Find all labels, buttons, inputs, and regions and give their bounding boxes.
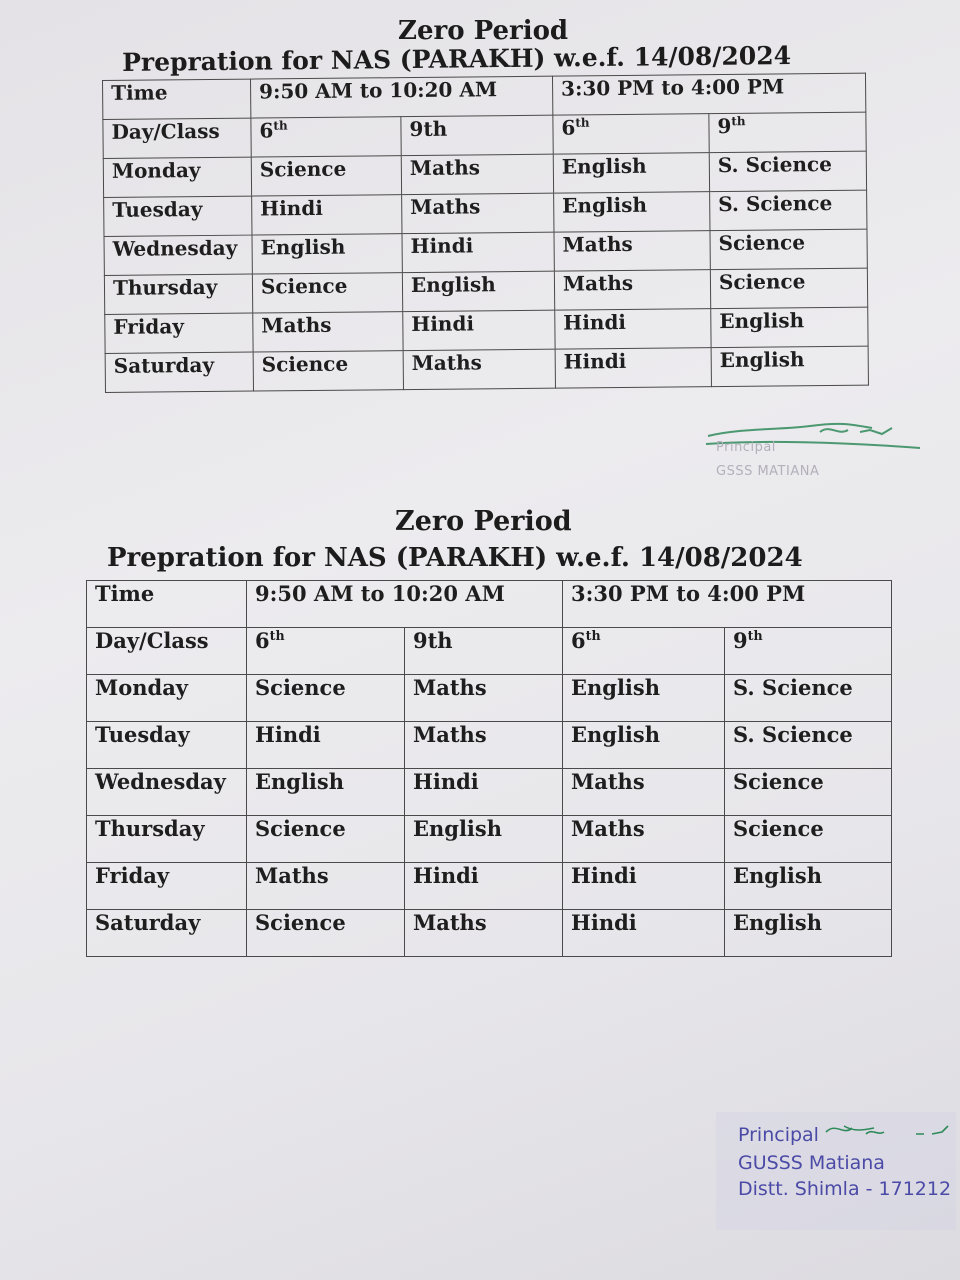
- subject-cell: English: [553, 153, 709, 193]
- subject-cell: Hindi: [405, 863, 563, 910]
- timetable: [102, 73, 869, 393]
- subject-cell: Science: [247, 910, 405, 957]
- subject-cell: English: [725, 863, 892, 910]
- principal-signature-faded: Principal GSSS MATIANA: [700, 410, 930, 490]
- slot-evening: 3:30 PM to 4:00 PM: [552, 73, 865, 115]
- subject-cell: Maths: [405, 675, 563, 722]
- subject-cell: English: [554, 192, 710, 232]
- subject-cell: Hindi: [563, 910, 725, 957]
- class-header: 6th: [251, 117, 401, 157]
- day-cell: Wednesday: [104, 235, 252, 275]
- subject-cell: Maths: [253, 312, 403, 352]
- table-row: [87, 769, 892, 816]
- subject-cell: Science: [252, 273, 402, 313]
- day-cell: Saturday: [105, 352, 253, 392]
- table-row: [87, 722, 892, 769]
- subject-cell: S. Science: [725, 675, 892, 722]
- subject-cell: Maths: [247, 863, 405, 910]
- dayclass-label: Day/Class: [103, 118, 251, 158]
- subject-cell: English: [725, 910, 892, 957]
- stamp-line-school: GUSSS Matiana: [738, 1152, 885, 1174]
- day-cell: Friday: [105, 313, 253, 353]
- subject-cell: S. Science: [710, 190, 867, 231]
- page-title: Zero Period: [398, 16, 569, 46]
- slot-evening: 3:30 PM to 4:00 PM: [563, 581, 892, 628]
- class-header: 6th: [553, 114, 709, 154]
- subject-cell: Hindi: [403, 310, 555, 350]
- subject-cell: Maths: [405, 910, 563, 957]
- time-label: Time: [103, 79, 251, 119]
- subject-cell: English: [247, 769, 405, 816]
- subject-cell: Science: [253, 351, 403, 391]
- table-row-classes: [87, 628, 892, 675]
- subject-cell: English: [563, 675, 725, 722]
- subject-cell: Maths: [563, 769, 725, 816]
- subject-cell: Maths: [405, 722, 563, 769]
- day-cell: Friday: [87, 863, 247, 910]
- subject-cell: English: [405, 816, 563, 863]
- subject-cell: Hindi: [555, 309, 711, 349]
- class-header: 9th: [709, 112, 866, 153]
- subject-cell: English: [563, 722, 725, 769]
- stamp-line-district: Distt. Shimla - 171212: [738, 1178, 952, 1200]
- class-header: 9th: [725, 628, 892, 675]
- subject-cell: Science: [710, 268, 867, 309]
- class-header: 6th: [247, 628, 405, 675]
- subject-cell: Maths: [563, 816, 725, 863]
- subject-cell: English: [711, 307, 868, 348]
- day-cell: Wednesday: [87, 769, 247, 816]
- time-label: Time: [87, 581, 247, 628]
- subject-cell: Maths: [554, 231, 710, 271]
- table-row-time: [87, 581, 892, 628]
- day-cell: Monday: [103, 157, 251, 197]
- subject-cell: Science: [247, 816, 405, 863]
- subject-cell: Maths: [402, 193, 554, 233]
- page-subtitle: Prepration for NAS (PARAKH) w.e.f. 14/08/2024: [107, 543, 803, 573]
- subject-cell: Hindi: [563, 863, 725, 910]
- subject-cell: Hindi: [405, 769, 563, 816]
- subject-cell: Hindi: [247, 722, 405, 769]
- dayclass-label: Day/Class: [87, 628, 247, 675]
- subject-cell: Science: [725, 769, 892, 816]
- table-row: [87, 816, 892, 863]
- principal-stamp: [716, 1112, 956, 1230]
- timetable: [86, 580, 892, 957]
- subject-cell: English: [402, 271, 554, 311]
- subject-cell: Maths: [554, 270, 710, 310]
- table-row: [87, 675, 892, 722]
- page-subtitle: Prepration for NAS (PARAKH) w.e.f. 14/08/2024: [122, 40, 792, 77]
- table-row: [87, 910, 892, 957]
- subject-cell: Science: [251, 156, 401, 196]
- day-cell: Monday: [87, 675, 247, 722]
- class-header: 9th: [405, 628, 563, 675]
- day-cell: Thursday: [87, 816, 247, 863]
- subject-cell: Maths: [403, 349, 555, 389]
- subject-cell: Hindi: [252, 195, 402, 235]
- day-cell: Thursday: [104, 274, 252, 314]
- page-title: Zero Period: [395, 506, 572, 537]
- subject-cell: Science: [710, 229, 867, 270]
- day-cell: Tuesday: [104, 196, 252, 236]
- subject-cell: English: [252, 234, 402, 274]
- day-cell: Saturday: [87, 910, 247, 957]
- class-header: 6th: [563, 628, 725, 675]
- subject-cell: Science: [247, 675, 405, 722]
- slot-morning: 9:50 AM to 10:20 AM: [250, 76, 552, 118]
- table-row: [105, 346, 868, 392]
- day-cell: Tuesday: [87, 722, 247, 769]
- stamp-line-principal: Principal: [738, 1124, 819, 1146]
- subject-cell: English: [711, 346, 868, 387]
- subject-cell: Maths: [401, 154, 553, 194]
- subject-cell: Hindi: [555, 348, 711, 388]
- subject-cell: Science: [725, 816, 892, 863]
- subject-cell: S. Science: [725, 722, 892, 769]
- class-header: 9th: [401, 115, 553, 155]
- slot-morning: 9:50 AM to 10:20 AM: [247, 581, 563, 628]
- subject-cell: S. Science: [709, 151, 866, 192]
- table-row: [87, 863, 892, 910]
- subject-cell: Hindi: [402, 232, 554, 272]
